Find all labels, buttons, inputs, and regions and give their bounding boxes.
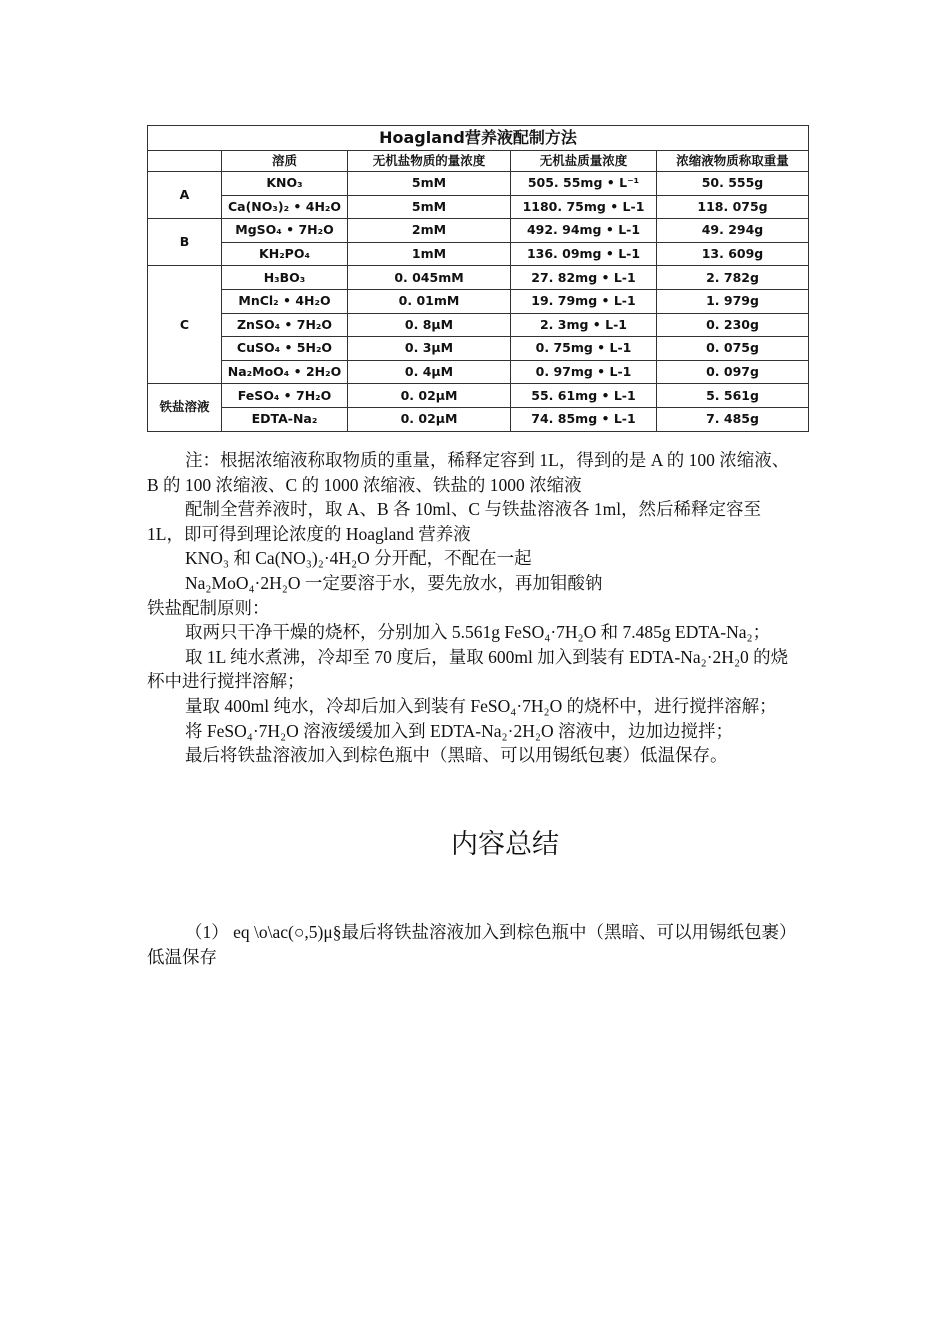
group-label: C (148, 266, 222, 384)
group-label: 铁盐溶液 (148, 384, 222, 431)
cell-mass: 505. 55mg • L⁻¹ (511, 172, 657, 196)
cell-weigh: 1. 979g (657, 289, 809, 313)
group-label: A (148, 172, 222, 219)
table-row (148, 172, 809, 196)
table-row (148, 219, 809, 243)
cell-molar: 0. 4μM (348, 360, 511, 384)
cell-mass: 1180. 75mg • L-1 (511, 195, 657, 219)
cell-mass: 2. 3mg • L-1 (511, 313, 657, 337)
cell-molar: 1mM (348, 242, 511, 266)
group-label: B (148, 219, 222, 266)
hoagland-table (147, 125, 809, 432)
table-row (148, 337, 809, 361)
summary-section (147, 920, 797, 969)
header-weigh-amount: 浓缩液物质称取重量 (657, 151, 809, 172)
table-header-row (148, 151, 809, 172)
cell-weigh: 7. 485g (657, 407, 809, 431)
note-paragraph: Na₂MoO₄·2H₂O 一定要溶于水，要先放水，再加钼酸钠 (185, 572, 603, 593)
table-title: Hoagland营养液配制方法 (147, 125, 809, 150)
cell-molar: 0. 045mM (348, 266, 511, 290)
cell-solute: EDTA-Na₂ (222, 407, 348, 431)
header-group (148, 151, 222, 172)
note-paragraph: 取 1L 纯水煮沸，冷却至 70 度后，量取 600ml 加入到装有 EDTA-Na₂·2H₂0 的烧杯中进行搅拌溶解； (147, 646, 789, 692)
cell-mass: 0. 75mg • L-1 (511, 337, 657, 361)
note-paragraph: KNO₃ 和 Ca(NO₃)₂·4H₂O 分开配，不配在一起 (185, 548, 532, 569)
cell-weigh: 0. 097g (657, 360, 809, 384)
note-paragraph: 最后将铁盐溶液加入到棕色瓶中（黑暗、可以用锡纸包裹）低温保存。 (185, 745, 728, 766)
table-body (148, 172, 809, 432)
cell-weigh: 0. 075g (657, 337, 809, 361)
cell-solute: MnCl₂ • 4H₂O (222, 289, 348, 313)
cell-weigh: 49. 294g (657, 219, 809, 243)
note-paragraph: 量取 400ml 纯水，冷却后加入到装有 FeSO₄·7H₂O 的烧杯中，进行搅拌溶解； (185, 695, 777, 716)
cell-solute: CuSO₄ • 5H₂O (222, 337, 348, 361)
cell-weigh: 2. 782g (657, 266, 809, 290)
note-paragraph: 配制全营养液时，取 A、B 各 10ml、C 与铁盐溶液各 1ml，然后稀释定容至 1L，即可得到理论浓度的 Hoagland 营养液 (147, 499, 762, 544)
table-row (148, 195, 809, 219)
note-paragraph: 取两只干净干燥的烧杯，分别加入 5.561g FeSO₄·7H₂O 和 7.485g EDTA-Na₂； (185, 622, 771, 643)
cell-molar: 5mM (348, 195, 511, 219)
summary-paragraph: （1） eq \o\ac(○,5)μ§最后将铁盐溶液加入到棕色瓶中（黑暗、可以用锡纸包裹）低温保存 (147, 922, 797, 967)
cell-solute: KH₂PO₄ (222, 242, 348, 266)
note-paragraph: 注：根据浓缩液称取物质的重量，稀释定容到 1L，得到的是 A 的 100 浓缩液、B 的 100 浓缩液、C 的 1000 浓缩液、铁盐的 1000 浓缩液 (147, 450, 790, 495)
cell-solute: MgSO₄ • 7H₂O (222, 219, 348, 243)
table-row (148, 266, 809, 290)
notes-text (147, 448, 797, 768)
cell-weigh: 118. 075g (657, 195, 809, 219)
cell-solute: KNO₃ (222, 172, 348, 196)
cell-molar: 0. 02μM (348, 407, 511, 431)
cell-solute: Ca(NO₃)₂ • 4H₂O (222, 195, 348, 219)
table-row (148, 289, 809, 313)
table-row (148, 407, 809, 431)
cell-mass: 136. 09mg • L-1 (511, 242, 657, 266)
cell-molar: 0. 01mM (348, 289, 511, 313)
cell-mass: 0. 97mg • L-1 (511, 360, 657, 384)
header-molar-concentration: 无机盐物质的量浓度 (348, 151, 511, 172)
cell-molar: 2mM (348, 219, 511, 243)
table-row (148, 242, 809, 266)
cell-weigh: 5. 561g (657, 384, 809, 408)
note-paragraph: 将 FeSO₄·7H₂O 溶液缓缓加入到 EDTA-Na₂·2H₂O 溶液中，边加边搅拌； (185, 720, 733, 741)
cell-solute: H₃BO₃ (222, 266, 348, 290)
cell-molar: 0. 02μM (348, 384, 511, 408)
cell-weigh: 50. 555g (657, 172, 809, 196)
cell-molar: 0. 8μM (348, 313, 511, 337)
cell-mass: 55. 61mg • L-1 (511, 384, 657, 408)
cell-solute: FeSO₄ • 7H₂O (222, 384, 348, 408)
cell-mass: 74. 85mg • L-1 (511, 407, 657, 431)
hoagland-table-container (147, 125, 808, 432)
cell-solute: ZnSO₄ • 7H₂O (222, 313, 348, 337)
cell-weigh: 13. 609g (657, 242, 809, 266)
cell-mass: 19. 79mg • L-1 (511, 289, 657, 313)
summary-title: 内容总结 (451, 829, 559, 859)
header-mass-concentration: 无机盐质量浓度 (511, 151, 657, 172)
table-row (148, 313, 809, 337)
note-paragraph: 铁盐配制原则： (147, 597, 270, 618)
cell-molar: 0. 3μM (348, 337, 511, 361)
cell-mass: 27. 82mg • L-1 (511, 266, 657, 290)
table-row (148, 384, 809, 408)
table-row (148, 360, 809, 384)
cell-weigh: 0. 230g (657, 313, 809, 337)
cell-solute: Na₂MoO₄ • 2H₂O (222, 360, 348, 384)
cell-mass: 492. 94mg • L-1 (511, 219, 657, 243)
cell-molar: 5mM (348, 172, 511, 196)
header-solute: 溶质 (222, 151, 348, 172)
